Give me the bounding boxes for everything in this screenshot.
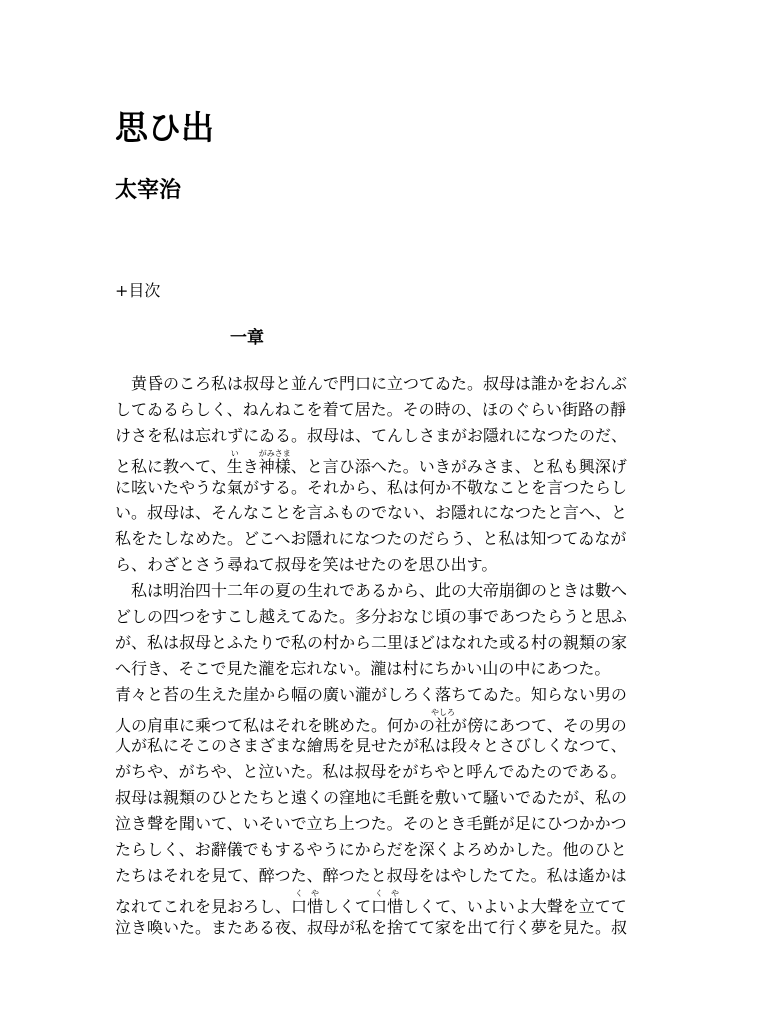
text-segment: なれてこれを見おろし、: [115, 896, 292, 916]
text-line: [115, 449, 645, 475]
text-line: い。叔母は、そんなことを言ふものでない、お隱れになつたと言へ、と: [115, 503, 628, 523]
text-line: 青々と苔の生えた崖から幅の廣い瀧がしろく落ちてゐた。知らない男の: [115, 684, 627, 704]
text-segment: 人の肩車に乘つて私はそれを眺めた。何かの: [115, 715, 436, 735]
text-line: がちや、がちや、と泣いた。私は叔母をがちやと呼んでゐたのである。: [115, 762, 627, 782]
document-title: 思ひ出: [115, 108, 214, 147]
ruby-base: 口惜: [291, 896, 324, 916]
text-line: 私をたしなめた。どこへお隱れになつたのだらう、と私は知つてゐなが: [115, 529, 627, 549]
text-segment: と私に教へて、: [115, 456, 227, 476]
ruby-annotation: [226, 448, 243, 476]
ruby-reading: やしろ: [431, 707, 456, 717]
text-line: どしの四つをすこし越えてゐた。多分おなじ頃の事であつたらうと思ふ: [115, 607, 628, 627]
ruby-base: 神樣: [258, 456, 291, 476]
ruby-reading: がみさま: [258, 448, 291, 458]
text-segment: 、と言ひ添へた。いきがみさま、と私も興深げ: [290, 456, 627, 476]
text-segment: き: [242, 456, 259, 476]
ruby-base: 口惜: [371, 896, 404, 916]
ruby-reading: くや: [371, 888, 404, 898]
text-line: [115, 889, 645, 915]
text-line: ら、わざとさう尋ねて叔母を笑はせたのを思ひ出す。: [115, 555, 498, 575]
ruby-annotation: [291, 888, 324, 916]
ruby-annotation: [431, 707, 456, 735]
text-line: が、私は叔母とふたりで私の村から二里ほどはなれた或る村の親類の家: [115, 632, 628, 652]
text-segment: しくて、いよいよ大聲を立てて: [403, 896, 627, 916]
text-line: へ行き、そこで見た瀧を忘れない。瀧は村にちかい山の中にあつた。: [115, 658, 611, 678]
text-line: してゐるらしく、ねんねこを着て居た。その時の、ほのぐらい街路の靜: [115, 399, 627, 419]
ruby-annotation: [258, 448, 291, 476]
text-line: 叔母は親類のひとたちと遠くの窪地に毛氈を敷いて騷いでゐたが、私の: [115, 788, 628, 808]
ruby-base: 生: [226, 456, 243, 476]
text-line: たらしく、お辭儀でもするやうにからだを深くよろめかした。他のひと: [115, 840, 627, 860]
text-line: 黄昏のころ私は叔母と並んで門口に立つてゐた。叔母は誰かをおんぶ: [115, 374, 628, 393]
text-segment: しくて: [323, 896, 372, 916]
text-line: けさを私は忘れずにゐる。叔母は、てんしさまがお隱れになつたのだ、: [115, 425, 628, 445]
ruby-reading: い: [226, 448, 243, 458]
ruby-base: 社: [431, 715, 456, 735]
ruby-reading: くや: [291, 888, 324, 898]
body-text: [115, 371, 645, 941]
author-name: 太宰治: [115, 177, 182, 203]
text-line: に呟いたやうな氣がする。それから、私は何か不敬なことを言つたらし: [115, 477, 628, 497]
chapter-heading: 一章: [230, 328, 264, 348]
text-segment: が傍にあつて、その男の: [451, 715, 627, 735]
toc-toggle-link[interactable]: +目次: [115, 281, 161, 300]
text-line: 泣き聲を聞いて、いそいで立ち上つた。そのとき毛氈が足にひつかかつ: [115, 814, 627, 834]
text-line: 私は明治四十二年の夏の生れであるから、此の大帝崩御のときは數へ: [115, 581, 628, 601]
text-line: たちはそれを見て、醉つた、醉つたと叔母をはやしたてた。私は遙かは: [115, 865, 627, 885]
ruby-annotation: [371, 888, 404, 916]
text-line: 泣き喚いた。またある夜、叔母が私を捨てて家を出て行く夢を見た。叔: [115, 917, 628, 937]
text-line: 人が私にそこのさまざまな繪馬を見せたが私は段々とさびしくなつて、: [115, 736, 627, 756]
text-line: [115, 708, 645, 734]
